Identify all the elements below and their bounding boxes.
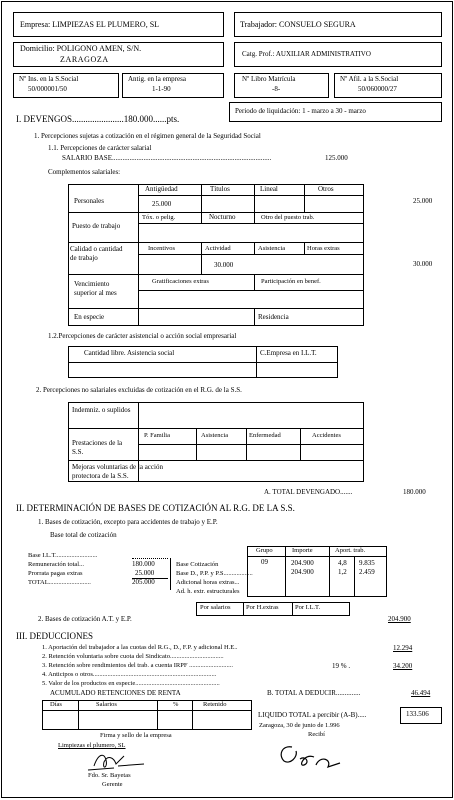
empresa-sello-label: Limpiezas el plumero, SL xyxy=(58,742,126,749)
importe-value-2: 204.900 xyxy=(291,568,314,576)
firma-empresa-label: Firma y sello de la empresa xyxy=(100,732,172,739)
deduccion-1-value: 12.294 xyxy=(393,644,413,652)
recibi-label: Recibí xyxy=(308,731,325,738)
base-total-label: Base total de cotización xyxy=(50,531,117,539)
pct-value-2: 1,2 xyxy=(338,568,347,576)
company-signature xyxy=(84,746,154,774)
percepciones-no-salariales: 2. Percepciones no salariales excluidas de cotización en el R.G. de la S.S. xyxy=(36,386,242,394)
salario-base-label: SALARIO BASE........................................................................................... xyxy=(62,154,272,162)
aport-value-2: 2.459 xyxy=(359,568,375,576)
cargo-label: Gerente xyxy=(102,781,123,788)
complementos-label: Complementos salariales: xyxy=(48,168,121,176)
actividad-value: 30.000 xyxy=(214,261,234,269)
base-d-label: Base D., P.P. y P.S.................. xyxy=(176,570,253,577)
personales-label: Personales xyxy=(74,197,104,205)
adicional-label: Adicional horas extras... xyxy=(176,579,240,586)
puesto-label: Puesto de trabajo xyxy=(72,222,121,230)
asistencia-prest-label: Asistencia xyxy=(201,432,229,439)
deduccion-3: 3. Retención sobre rendimientos del trab. a cuenta IRPF ........................... xyxy=(42,662,233,669)
actividad-label: Actividad xyxy=(205,245,231,252)
por-ilt-label: Por I.L.T. xyxy=(295,604,321,611)
nocturno-label: Nocturno xyxy=(209,213,236,221)
personales-total: 25.000 xyxy=(413,197,433,205)
incentivos-label: Incentivos xyxy=(148,245,176,252)
importe-header: Importe xyxy=(292,547,313,554)
dias-header: Días xyxy=(50,701,62,708)
otro-puesto-label: Otro del puesto trab. xyxy=(261,214,315,221)
periodo-label: Periodo de liquidación: 1 - marzo a 30 - marzo xyxy=(235,107,366,115)
prorrata-label: Prorrata pagas extras xyxy=(28,570,83,577)
calidad-total: 30.000 xyxy=(413,260,433,268)
afil-label: Nº Afil. a la S.Social xyxy=(340,75,399,83)
enfermedad-label: Enfermedad xyxy=(249,432,281,439)
pct-header: % xyxy=(173,701,179,708)
devengos-title: I. DEVENGOS.......................180.000......pts. xyxy=(16,114,180,124)
antiguedad-header: Antigüedad xyxy=(145,185,178,193)
gratificaciones-label: Gratificaciones extras xyxy=(152,278,209,285)
firmante-label: Fdo. Sr. Bayetas xyxy=(88,772,131,779)
salarios-header: Salarios xyxy=(96,701,117,708)
ad-h-label: Ad. h. extr. estructurales xyxy=(176,588,240,595)
grupo-header: Grupo xyxy=(256,547,273,554)
afil-value: 50/060000/27 xyxy=(358,85,397,93)
cantidad-libre-label: Cantidad libre. Asistencia social xyxy=(84,349,175,357)
titulos-header: Títulos xyxy=(210,185,230,193)
aport-header: Aport. trab. xyxy=(335,547,366,554)
fecha-label: Zaragoza, 30 de junio de 1.996 xyxy=(259,722,340,729)
por-salarios-label: Por salarios xyxy=(200,604,231,611)
ins-ss-label: Nº Ins. en la S.Social xyxy=(19,75,79,83)
aport-value-1: 9.835 xyxy=(359,559,375,567)
categoria-label: Catg. Prof.: AUXILIAR ADMINISTRATIVO xyxy=(242,50,371,58)
percepciones-salarial: 1.1. Percepciones de carácter salarial xyxy=(48,144,152,152)
total-bases-value: 205.000 xyxy=(132,578,155,586)
total-deducir-value: 46.494 xyxy=(411,689,431,697)
pct-value-1: 4,8 xyxy=(338,559,347,567)
vencimiento-label: Vencimiento superior al mes xyxy=(74,280,117,297)
remuneracion-label: Remuneración total... xyxy=(28,561,84,568)
domicilio-line2: ZARAGOZA xyxy=(60,55,109,64)
calidad-label: Calidad o cantidad de trabajo xyxy=(70,245,123,262)
bases-title: II. DETERMINACIÓN DE BASES DE COTIZACIÓN AL R.G. DE LA S.S. xyxy=(16,503,295,513)
deduccion-3-value: 34.200 xyxy=(393,662,413,670)
c-empresa-it-label: C.Empresa en I.L.T. xyxy=(260,349,317,357)
asistencia-label: Asistencia xyxy=(258,245,286,252)
base-cotizacion-label: Base Cotización xyxy=(176,561,219,568)
deduccion-4: 4. Anticipos o otros............................................................................ xyxy=(42,671,217,678)
horas-extras-label: Horas extras xyxy=(307,245,340,252)
en-especie-label: En especie xyxy=(74,313,105,321)
deduccion-1: 1. Aportación del trabajador a las cuotas del R.G., D., F.P. y adicional H.E.. xyxy=(42,644,238,651)
retenido-header: Retenido xyxy=(203,701,227,708)
deduccion-5: 5. Valor de los productos en especie.................................................... xyxy=(42,680,220,687)
bases-cotizacion-label: 1. Bases de cotización, excepto para accidentes de trabajo y E.P. xyxy=(38,518,218,526)
total-deducir-label: B. TOTAL A DEDUCIR.............. xyxy=(267,689,361,697)
grupo-value: 09 xyxy=(261,558,268,566)
payslip-document xyxy=(1,1,453,798)
ins-ss-value: 50/000001/50 xyxy=(28,85,67,93)
prestaciones-label: Prestaciones de la S.S. xyxy=(72,439,123,457)
prorrata-value: 25.000 xyxy=(135,569,155,577)
empresa-label: Empresa: LIMPIEZAS EL PLUMERO, SL xyxy=(20,20,160,29)
remuneracion-value: 180.000 xyxy=(132,560,155,568)
antig-label: Antig. en la empresa xyxy=(128,75,186,83)
tox-label: Tóx. o pelig. xyxy=(142,214,176,221)
percepciones-sujetas: 1. Percepciones sujetas a cotización en el régimen general de la Seguridad Social xyxy=(34,132,261,140)
bases-at-ep-label: 2. Bases de cotización A.T. y E.P. xyxy=(38,615,132,623)
trabajador-label: Trabajador: CONSUELO SEGURA xyxy=(240,20,356,29)
domicilio-line1: Domicilio: POLIGONO AMEN, S/N. xyxy=(20,44,142,53)
employee-signature xyxy=(274,735,354,775)
antig-value: 1-1-90 xyxy=(152,85,171,93)
libro-value: -8- xyxy=(272,85,281,93)
importe-value-1: 204.900 xyxy=(291,559,314,567)
acumulado-label: ACUMULADO RETENCIONES DE RENTA xyxy=(50,689,181,697)
p-familia-label: P. Familia xyxy=(144,432,171,439)
deduccion-2: 2. Retención voluntaria sobre cuota del Sindicato................................. xyxy=(42,653,224,660)
salario-base-value: 125.000 xyxy=(325,154,348,162)
indemniz-label: Indemniz. o suplidos xyxy=(72,406,131,414)
otros-header: Otros xyxy=(318,185,334,193)
lineal-header: Lineal xyxy=(260,185,278,193)
por-h-extras-label: Por H.extras xyxy=(246,604,279,611)
liquido-total-label: LIQUIDO TOTAL a percibir (A-B)..... xyxy=(258,711,367,719)
residencia-label: Residencia xyxy=(258,313,289,321)
bases-at-ep-value: 204.900 xyxy=(388,615,411,623)
total-devengado-label: A. TOTAL DEVENGADO....... xyxy=(264,488,353,496)
antiguedad-value: 25.000 xyxy=(152,200,172,208)
total-devengado-value: 180.000 xyxy=(403,488,426,496)
percepciones-asistencial: 1.2.Percepciones de carácter asistencial o acción social empresarial xyxy=(48,332,237,340)
libro-label: Nº Libro Matrícula xyxy=(242,75,296,83)
deducciones-title: III. DEDUCCIONES xyxy=(16,631,93,641)
mejoras-label: Mejoras voluntarias de la acción protectora de la S.S. xyxy=(72,463,163,481)
accidentes-label: Accidentes xyxy=(312,432,341,439)
deduccion-3-pct: 19 % . xyxy=(332,662,351,670)
total-bases-label: TOTAL.......................... xyxy=(28,579,91,586)
base-ilt-label: Base I.L.T.......................... xyxy=(28,552,98,559)
participacion-label: Participación en benef. xyxy=(261,278,321,285)
liquido-total-value: 133.506 xyxy=(406,710,429,718)
